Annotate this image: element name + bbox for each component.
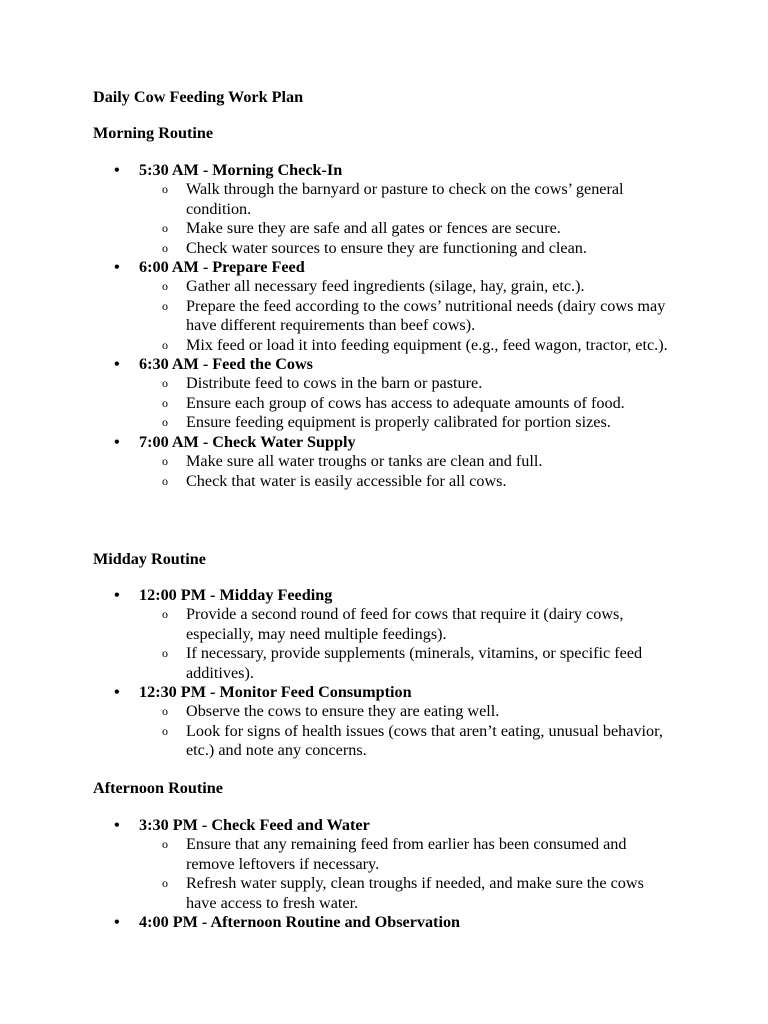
step-item — [0, 605, 676, 644]
task-bullet: • — [114, 161, 120, 179]
step-text: If necessary, provide supplements (minerals, vitamins, or specific feed additives). — [186, 644, 643, 682]
step-list — [139, 180, 699, 258]
task-bullet: • — [114, 586, 120, 604]
step-bullet: o — [162, 376, 168, 391]
task-item — [0, 355, 699, 433]
task-heading: 6:30 AM - Feed the Cows — [139, 355, 313, 374]
task-heading: 3:30 PM - Check Feed and Water — [139, 816, 370, 834]
task-bullet: • — [114, 683, 120, 702]
step-bullet: o — [162, 279, 168, 294]
step-list — [139, 277, 699, 355]
step-text: Distribute feed to cows in the barn or pasture. — [186, 374, 483, 393]
task-item — [0, 586, 699, 683]
step-bullet: o — [162, 298, 168, 313]
step-bullet: o — [162, 646, 168, 661]
morning-task-list — [0, 161, 699, 491]
step-item — [0, 702, 676, 721]
step-text: Check water sources to ensure they are functioning and clean. — [186, 238, 587, 257]
step-list — [139, 605, 699, 683]
step-bullet: o — [162, 876, 168, 891]
step-text: Ensure that any remaining feed from earlier has been consumed and remove leftovers if necessary. — [186, 835, 627, 873]
step-bullet: o — [162, 182, 168, 197]
step-text: Observe the cows to ensure they are eating well. — [186, 702, 500, 721]
step-text: Mix feed or load it into feeding equipment (e.g., feed wagon, tractor, etc.). — [186, 335, 668, 354]
step-bullet: o — [162, 240, 168, 255]
section-heading-afternoon: Afternoon Routine — [93, 779, 223, 797]
task-item — [0, 816, 699, 913]
step-item — [0, 835, 676, 874]
step-item — [0, 452, 676, 471]
midday-task-list — [0, 586, 699, 761]
task-item — [0, 683, 699, 761]
step-text: Gather all necessary feed ingredients (silage, hay, grain, etc.). — [186, 277, 585, 296]
task-bullet: • — [114, 432, 120, 451]
task-bullet: • — [114, 355, 120, 374]
step-bullet: o — [162, 837, 168, 852]
task-item — [0, 913, 699, 932]
step-text: Provide a second round of feed for cows that require it (dairy cows, especially, may need multiple feedings). — [186, 605, 624, 643]
step-bullet: o — [162, 415, 168, 430]
step-text: Make sure they are safe and all gates or fences are secure. — [186, 219, 561, 238]
task-bullet: • — [114, 258, 120, 277]
step-list — [139, 452, 699, 491]
step-item — [0, 413, 676, 432]
section-heading-midday: Midday Routine — [93, 550, 206, 568]
step-item — [0, 239, 676, 258]
section-heading-morning: Morning Routine — [93, 124, 214, 142]
step-item — [0, 219, 676, 238]
step-bullet: o — [162, 723, 168, 738]
task-heading: 5:30 AM - Morning Check-In — [139, 161, 343, 179]
step-bullet: o — [162, 221, 168, 236]
step-text: Prepare the feed according to the cows’ nutritional needs (dairy cows may have different requirements than beef cows). — [186, 296, 666, 335]
step-bullet: o — [162, 607, 168, 622]
task-heading: 6:00 AM - Prepare Feed — [139, 258, 305, 277]
step-item — [0, 722, 676, 761]
step-item — [0, 472, 676, 491]
task-item — [0, 258, 699, 355]
step-bullet: o — [162, 473, 168, 488]
step-text: Refresh water supply, clean troughs if needed, and make sure the cows have access to fresh water. — [186, 874, 644, 912]
step-text: Make sure all water troughs or tanks are clean and full. — [186, 452, 543, 471]
task-item — [0, 161, 699, 258]
step-item — [0, 644, 676, 683]
step-bullet: o — [162, 454, 168, 469]
task-heading: 12:00 PM - Midday Feeding — [139, 586, 333, 604]
step-bullet: o — [162, 704, 168, 719]
step-item — [0, 180, 676, 219]
step-bullet: o — [162, 337, 168, 352]
task-heading: 7:00 AM - Check Water Supply — [139, 432, 356, 451]
task-item — [0, 433, 699, 491]
task-heading: 12:30 PM - Monitor Feed Consumption — [139, 683, 412, 702]
step-item — [0, 277, 676, 296]
step-list — [139, 835, 699, 913]
afternoon-task-list — [0, 816, 699, 932]
step-item — [0, 394, 676, 413]
step-list — [139, 702, 699, 760]
task-heading: 4:00 PM - Afternoon Routine and Observation — [139, 913, 461, 932]
task-bullet: • — [114, 816, 120, 834]
step-list — [139, 374, 699, 432]
step-text: Check that water is easily accessible for all cows. — [186, 471, 507, 490]
step-text: Walk through the barnyard or pasture to check on the cows’ general condition. — [186, 180, 624, 218]
step-text: Look for signs of health issues (cows that aren’t eating, unusual behavior, etc.) and note any concerns. — [186, 721, 663, 760]
step-text: Ensure feeding equipment is properly calibrated for portion sizes. — [186, 413, 611, 432]
task-bullet: • — [114, 913, 120, 932]
step-item — [0, 297, 676, 336]
step-bullet: o — [162, 395, 168, 410]
step-text: Ensure each group of cows has access to adequate amounts of food. — [186, 393, 625, 412]
document-title: Daily Cow Feeding Work Plan — [93, 88, 304, 106]
step-item — [0, 336, 676, 355]
step-item — [0, 374, 676, 393]
step-item — [0, 874, 676, 913]
